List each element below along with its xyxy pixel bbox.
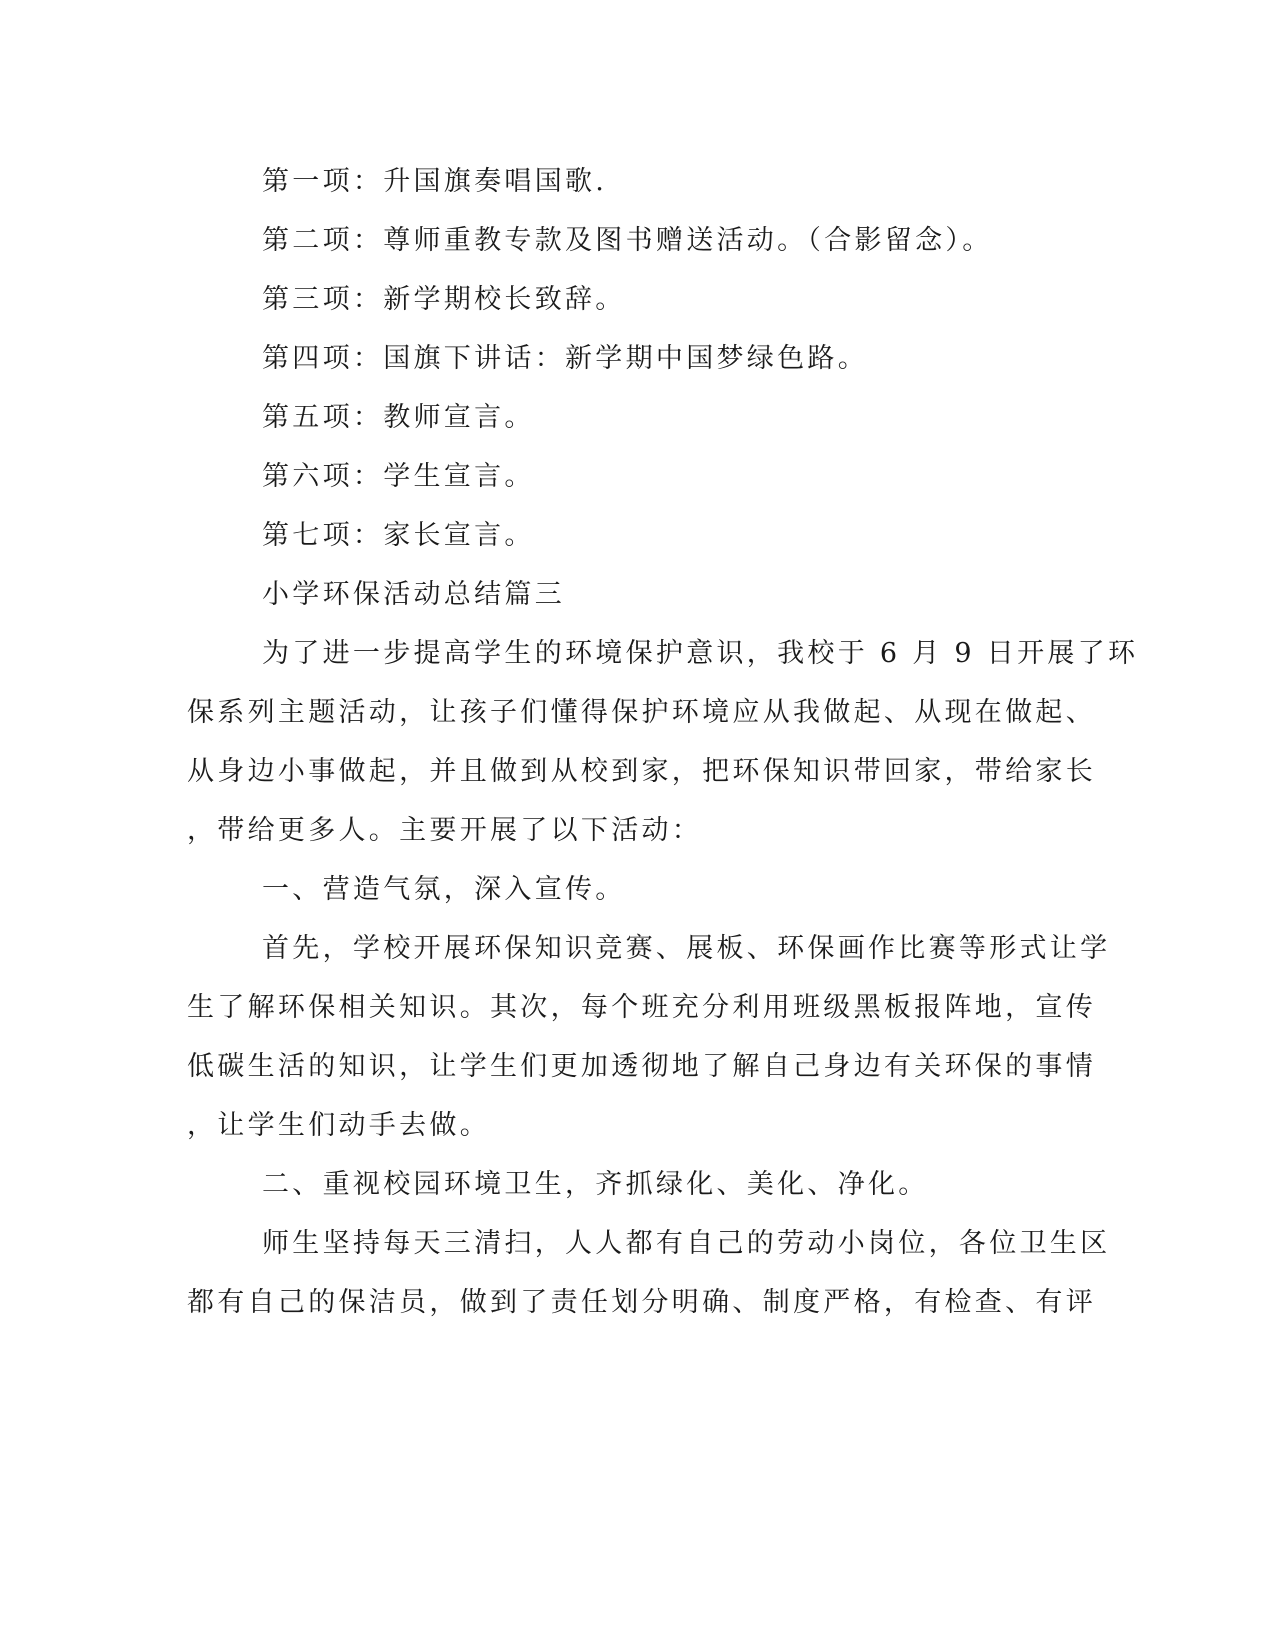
paragraph-line: ，带给更多人。主要开展了以下活动： [187,815,703,846]
paragraph-line: ，让学生们动手去做。 [187,1110,490,1141]
agenda-item-1: 第一项：升国旗奏唱国歌. [262,166,608,197]
section-heading: 小学环保活动总结篇三 [262,579,565,610]
subheading-1: 一、营造气氛，深入宣传。 [262,874,626,905]
paragraph-line: 首先，学校开展环保知识竞赛、展板、环保画作比赛等形式让学 [262,933,1111,964]
paragraph-line: 都有自己的保洁员，做到了责任划分明确、制度严格，有检查、有评 [187,1287,1096,1318]
agenda-item-4: 第四项：国旗下讲话：新学期中国梦绿色路。 [262,343,868,374]
agenda-item-7: 第七项：家长宣言。 [262,520,535,551]
agenda-item-5: 第五项：教师宣言。 [262,402,535,433]
paragraph-line: 为了进一步提高学生的环境保护意识，我校于 6 月 9 日开展了环 [262,638,1139,669]
paragraph-line: 从身边小事做起，并且做到从校到家，把环保知识带回家，带给家长 [187,756,1096,787]
agenda-item-2: 第二项：尊师重教专款及图书赠送活动。（合影留念）。 [262,225,993,256]
agenda-item-3: 第三项：新学期校长致辞。 [262,284,626,315]
paragraph-line: 师生坚持每天三清扫，人人都有自己的劳动小岗位，各位卫生区 [262,1228,1111,1259]
agenda-item-6: 第六项：学生宣言。 [262,461,535,492]
subheading-2: 二、重视校园环境卫生，齐抓绿化、美化、净化。 [262,1169,929,1200]
paragraph-line: 生了解环保相关知识。其次，每个班充分利用班级黑板报阵地，宣传 [187,992,1096,1023]
paragraph-line: 保系列主题活动，让孩子们懂得保护环境应从我做起、从现在做起、 [187,697,1096,728]
paragraph-line: 低碳生活的知识，让学生们更加透彻地了解自己身边有关环保的事情 [187,1051,1096,1082]
